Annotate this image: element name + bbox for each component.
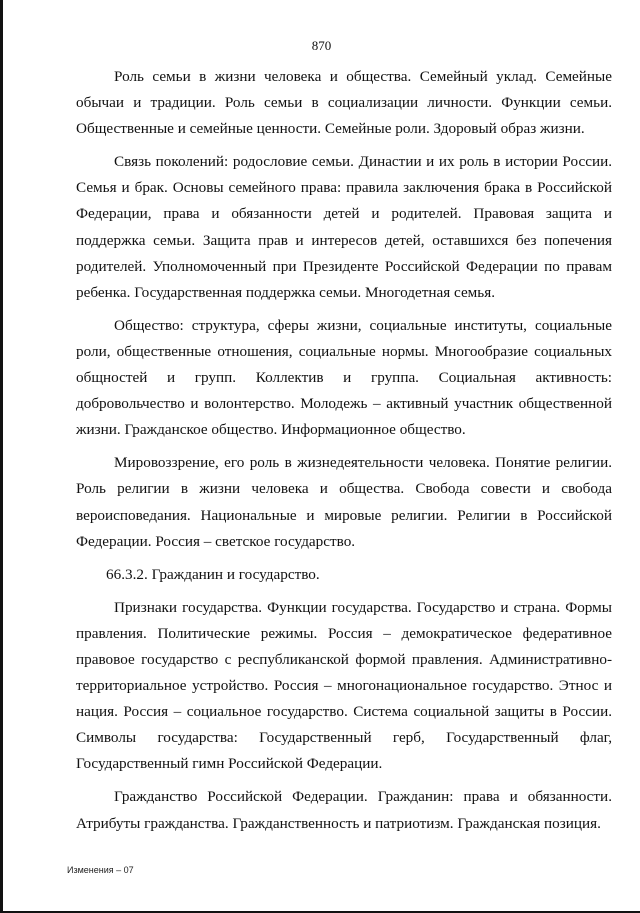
paragraph-worldview: Мировоззрение, его роль в жизнедеятельности человека. Понятие религии. Роль религии в жизни человека и общества. Свобода совести и свобода вероисповедания. Национальные и мировые религии. Религии в Российской Федерации. Россия – светское государство. — [76, 454, 612, 550]
paragraph-state: Признаки государства. Функции государства. Государство и страна. Формы правления. Политические режимы. Россия – демократическое федеративное правовое государство с республиканской формой правления. Административно-территориальное устройство. Россия – многонациональное государство. Этнос и нация. Россия – социальное государство. Система социальной защиты в России. Символы государства: Государственный герб, Государственный флаг, Государственный гимн Российской Федерации. — [76, 598, 612, 773]
document-body — [76, 64, 612, 844]
paragraph-citizenship: Гражданство Российской Федерации. Гражданин: права и обязанности. Атрибуты гражданства. Гражданственность и патриотизм. Гражданская позиция. — [76, 788, 612, 832]
page-number: 870 — [311, 38, 332, 53]
section-heading: 66.3.2. Гражданин и государство. — [106, 565, 320, 583]
footer-revision: Изменения – 07 — [67, 865, 134, 875]
paragraph-family-role: Роль семьи в жизни человека и общества. Семейный уклад. Семейные обычаи и традиции. Роль семьи в социализации личности. Функции семьи. Общественные и семейные ценности. Семейные роли. Здоровый образ жизни. — [76, 68, 612, 138]
paragraph-generations: Связь поколений: родословие семьи. Династии и их роль в истории России. Семья и брак. Основы семейного права: правила заключения брака в Российской Федерации, права и обязанности детей и родителей. Правовая защита и поддержка семьи. Защита прав и интересов детей, оставшихся без попечения родителей. Уполномоченный при Президенте Российской Федерации по правам ребенка. Государственная поддержка семьи. Многодетная семья. — [76, 153, 612, 301]
paragraph-society: Общество: структура, сферы жизни, социальные институты, социальные роли, общественные отношения, социальные нормы. Многообразие социальных общностей и групп. Коллектив и группа. Социальная активность: добровольчество и волонтерство. Молодежь – активный участник общественной жизни. Гражданское общество. Информационное общество. — [76, 316, 612, 439]
